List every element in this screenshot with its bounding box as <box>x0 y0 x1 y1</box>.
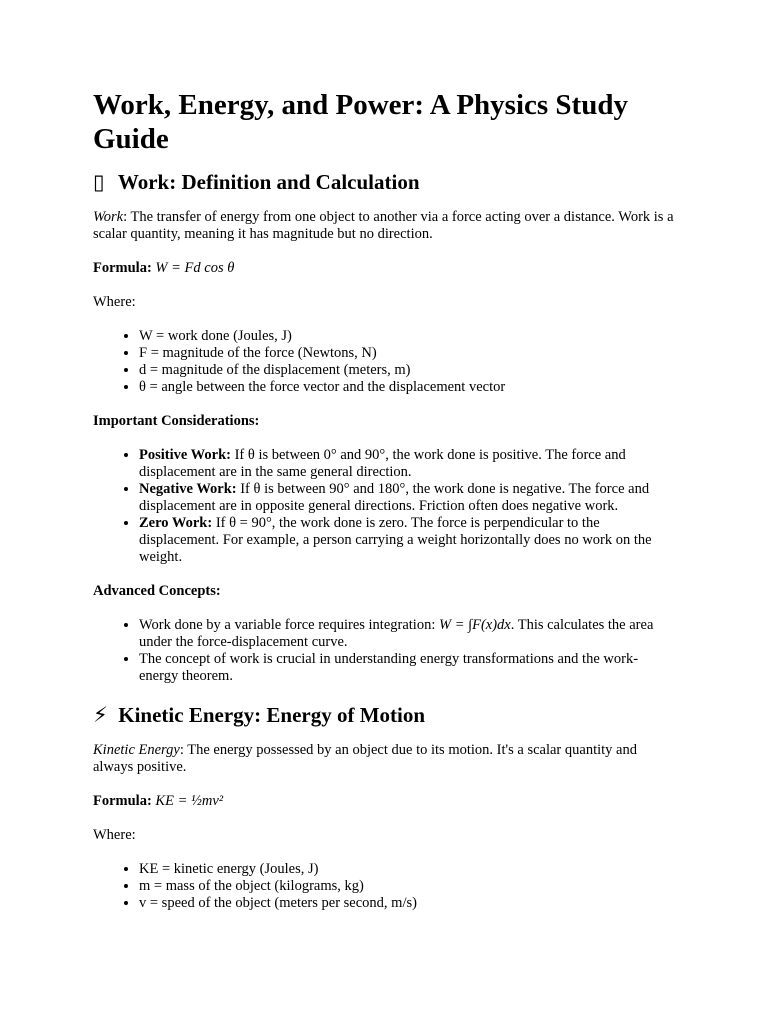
list-item: • W = work done (Joules, J) <box>139 328 675 345</box>
kinetic-heading <box>93 702 675 728</box>
missing-glyph-icon: ▯ <box>93 170 105 194</box>
consideration-text: If θ is between 90° and 180°, the work done is negative. The force and displacement are in opposite general directions. Friction often does negative work. <box>139 481 650 514</box>
list-item <box>139 481 675 515</box>
lightning-icon: ⚡ <box>93 703 108 727</box>
work-variables-list <box>93 328 675 396</box>
list-item: • d = magnitude of the displacement (meters, m) <box>139 362 675 379</box>
list-item: • m = mass of the object (kilograms, kg) <box>139 878 675 895</box>
work-where: Where: <box>93 294 136 310</box>
work-definition-text: : The transfer of energy from one object to another via a force acting over a distance. Work is a scalar quantity, meaning it has magnitude but no direction. <box>93 209 674 242</box>
list-item: • F = magnitude of the force (Newtons, N) <box>139 345 675 362</box>
list-item <box>139 515 675 566</box>
work-formula <box>93 260 675 277</box>
kinetic-heading-text: Kinetic Energy: Energy of Motion <box>118 703 426 727</box>
considerations-list <box>93 447 675 566</box>
consideration-text: If θ = 90°, the work done is zero. The force is perpendicular to the displacement. For example, a person carrying a weight horizontally does no work on the weight. <box>139 515 652 565</box>
list-item <box>139 447 675 481</box>
list-item: • The concept of work is crucial in understanding energy transformations and the work-energy theorem. <box>139 651 675 685</box>
kinetic-formula-label: Formula: <box>93 793 152 809</box>
work-heading-text: Work: Definition and Calculation <box>117 170 420 194</box>
consideration-label: Negative Work: <box>139 481 237 497</box>
consideration-text: If θ is between 0° and 90°, the work done is positive. The force and displacement are in the same general direction. <box>139 447 626 480</box>
consideration-label: Positive Work: <box>139 447 231 463</box>
list-item: • v = speed of the object (meters per second, m/s) <box>139 895 675 912</box>
work-formula-expression: W = Fd cos θ <box>155 260 235 276</box>
list-item: • KE = kinetic energy (Joules, J) <box>139 861 675 878</box>
kinetic-formula <box>93 793 675 810</box>
page-title: Work, Energy, and Power: A Physics Study Guide <box>93 89 628 155</box>
advanced-list <box>93 617 675 685</box>
work-definition <box>93 209 675 243</box>
kinetic-variables-list <box>93 861 675 912</box>
list-item: • θ = angle between the force vector and the displacement vector <box>139 379 675 396</box>
work-heading <box>93 169 675 195</box>
advanced-text: Work done by a variable force requires integration: <box>139 617 439 633</box>
advanced-text: . This calculates the area under the force-displacement curve. <box>139 617 654 650</box>
work-term: Work <box>93 209 124 225</box>
kinetic-formula-expression: KE = ½mv² <box>155 793 224 809</box>
kinetic-definition-text: : The energy possessed by an object due to its motion. It's a scalar quantity and always positive. <box>93 742 637 775</box>
advanced-heading: Advanced Concepts: <box>93 583 221 599</box>
kinetic-definition <box>93 742 675 776</box>
list-item <box>139 617 675 651</box>
kinetic-term: Kinetic Energy <box>93 742 180 758</box>
integral-formula: W = ∫F(x)dx <box>439 617 511 633</box>
consideration-label: Zero Work: <box>139 515 213 531</box>
considerations-heading: Important Considerations: <box>93 413 260 429</box>
work-formula-label: Formula: <box>93 260 152 276</box>
kinetic-where: Where: <box>93 827 136 843</box>
